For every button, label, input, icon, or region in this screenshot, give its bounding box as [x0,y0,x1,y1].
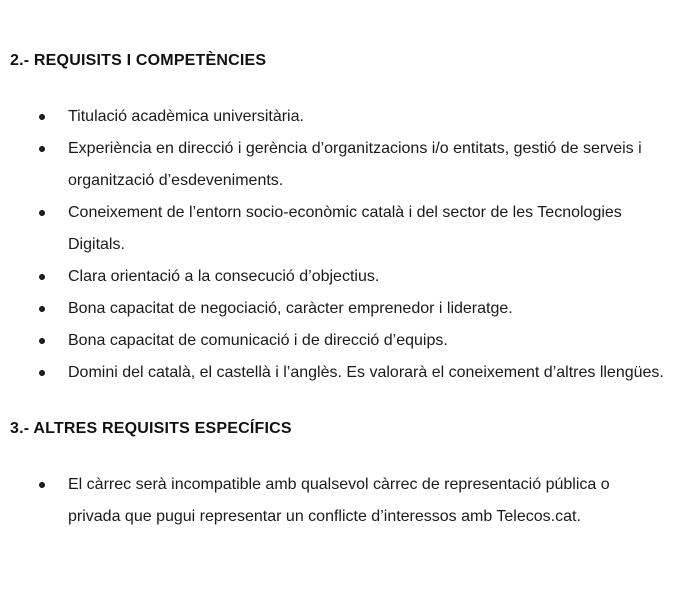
section-heading-requisits-competencies: 2.- REQUISITS I COMPETÈNCIES [10,52,267,69]
list-item [10,101,665,133]
bullet-icon [39,146,45,152]
section-requisits-i-competencies [10,45,665,389]
list-item-text: Experiència en direcció i gerència d’organitzacions i/o entitats, gestió de serveis i organització d’esdeveniments. [68,140,642,189]
list-item [10,133,665,197]
bullet-icon [39,338,45,344]
list-item [10,357,665,389]
list-item-text: Bona capacitat de comunicació i de direcció d’equips. [68,332,448,349]
section-altres-requisits-especifics [10,413,665,533]
bullet-icon [39,370,45,376]
bullet-icon [39,114,45,120]
bullet-icon [39,210,45,216]
list-item [10,325,665,357]
bullet-icon [39,274,45,280]
list-item-text: Titulació acadèmica universitària. [68,108,304,125]
list-item-text: Domini del català, el castellà i l’anglès. Es valorarà el coneixement d’altres llengües. [68,364,664,381]
list-item [10,261,665,293]
list-item-text: Clara orientació a la consecució d’objectius. [68,268,380,285]
bullet-list-altres-requisits [10,469,665,533]
list-item-text: El càrrec serà incompatible amb qualsevol càrrec de representació pública o privada que pugui representar un conflicte d’interessos amb Telecos.cat. [68,476,610,525]
bullet-list-requisits [10,101,665,389]
list-item-text: Bona capacitat de negociació, caràcter emprenedor i lideratge. [68,300,513,317]
bullet-icon [39,482,45,488]
list-item [10,469,665,533]
section-heading-altres-requisits: 3.- ALTRES REQUISITS ESPECÍFICS [10,420,292,437]
list-item-text: Coneixement de l’entorn socio-econòmic català i del sector de les Tecnologies Digitals. [68,204,622,253]
list-item [10,293,665,325]
bullet-icon [39,306,45,312]
list-item [10,197,665,261]
